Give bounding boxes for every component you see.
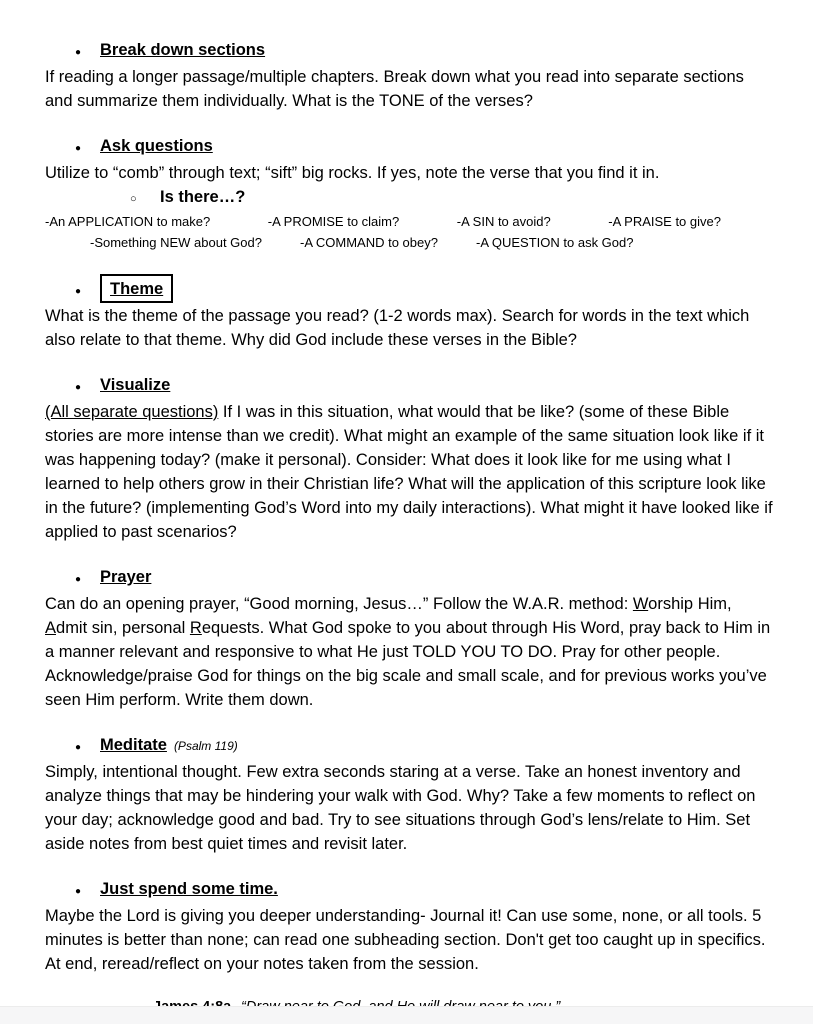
section-meditate xyxy=(45,733,773,856)
questions-row-2 xyxy=(90,232,773,253)
sub-bullet-heading-row xyxy=(45,185,773,211)
circle-bullet-icon: ○ xyxy=(130,193,137,205)
bullet-heading-row xyxy=(45,565,773,592)
question-praise: -A PRAISE to give? xyxy=(608,214,721,229)
underlined-lead: (All separate questions) xyxy=(45,403,219,421)
section-theme xyxy=(45,274,773,352)
heading-group xyxy=(100,733,238,758)
question-sin: -A SIN to avoid? xyxy=(456,214,551,229)
bullet-heading-row xyxy=(45,373,773,400)
question-application: -An APPLICATION to make? xyxy=(45,214,211,229)
question-ask-god: -A QUESTION to ask God? xyxy=(475,235,634,250)
bullet-icon: ● xyxy=(75,286,82,297)
bullet-heading-row xyxy=(45,877,773,904)
bullet-heading-row xyxy=(45,38,773,65)
bullet-icon: ● xyxy=(75,47,82,58)
body-text: dmit sin, personal xyxy=(56,619,190,637)
bullet-icon: ● xyxy=(75,886,82,897)
body-text: Can do an opening prayer, “Good morning, Jesus…” Follow the W.A.R. method: xyxy=(45,595,633,613)
war-letter-w: W xyxy=(632,595,649,613)
war-letter-r: R xyxy=(189,619,202,637)
section-body-theme: What is the theme of the passage you read? (1-2 words max). Search for words in the text which also relate to that theme. Why did God include these verses in the Bible? xyxy=(45,307,750,349)
section-heading-meditate: Meditate xyxy=(100,736,167,754)
section-heading-visualize: Visualize xyxy=(100,376,171,394)
page-bottom-edge xyxy=(0,1006,813,1024)
bullet-heading-row xyxy=(45,274,773,304)
section-prayer xyxy=(45,565,773,712)
bullet-icon: ● xyxy=(75,382,82,393)
section-heading-just-spend-some-time: Just spend some time. xyxy=(100,880,278,898)
body-text: orship Him, xyxy=(648,595,732,613)
section-body-prayer xyxy=(45,592,773,712)
bullet-icon: ● xyxy=(75,143,82,154)
section-body-ask-questions: Utilize to “comb” through text; “sift” big rocks. If yes, note the verse that you find it in. xyxy=(45,164,660,182)
heading-note-psalm: (Psalm 119) xyxy=(173,739,238,753)
bullet-heading-row xyxy=(45,733,773,760)
question-promise: -A PROMISE to claim? xyxy=(267,214,400,229)
section-heading-break-down-sections: Break down sections xyxy=(100,41,266,59)
section-just-spend-some-time xyxy=(45,877,773,976)
bullet-icon: ● xyxy=(75,742,82,753)
section-heading-prayer: Prayer xyxy=(100,568,152,586)
questions-row-1 xyxy=(45,211,721,232)
war-letter-a: A xyxy=(45,619,57,637)
section-ask-questions xyxy=(45,134,773,253)
section-body-just-spend-some-time: Maybe the Lord is giving you deeper understanding- Journal it! Can use some, none, or all tools. 5 minutes is better than none; can read one subheading section. Don't get too caught up in specifics. At end, reread/reflect on your notes taken from the session. xyxy=(45,907,766,973)
question-new-about-god: -Something NEW about God? xyxy=(90,235,262,250)
bullet-heading-row xyxy=(45,134,773,161)
section-visualize xyxy=(45,373,773,544)
section-break-down-sections xyxy=(45,38,773,113)
section-body-meditate: Simply, intentional thought. Few extra seconds staring at a verse. Take an honest inventory and analyze things that may be hindering your walk with God. Why? Take a few moments to reflect on your day; acknowledge good and bad. Try to see situations through God’s lens/relate to Him. Set aside notes from best quiet times and revisit later. xyxy=(45,763,756,853)
bullet-icon: ● xyxy=(75,574,82,585)
sub-heading-is-there: Is there…? xyxy=(160,188,246,206)
section-body-break-down-sections: If reading a longer passage/multiple chapters. Break down what you read into separate sections and summarize them individually. What is the TONE of the verses? xyxy=(45,68,744,110)
section-body-visualize xyxy=(45,400,773,544)
body-text: If I was in this situation, what would that be like? (some of these Bible stories are more intense than we credit). What might an example of the same situation look like if it was happening today? (make it personal). Consider: What does it look like for me using what I learned to help others grow in their Christian life? What will the application of this scripture look like in the future? (implementing God’s Word into my daily interactions). What might it have looked like if applied to past scenarios? xyxy=(45,403,773,541)
section-heading-theme: Theme xyxy=(100,274,173,303)
body-text: equests. What God spoke to you about through His Word, pray back to Him in a manner relevant and responsive to what He just TOLD YOU TO DO. Pray for other people. Acknowledge/praise God for things on the big scale and small scale, and for previous works you’ve seen Him perform. Write them down. xyxy=(45,619,771,709)
question-command: -A COMMAND to obey? xyxy=(299,235,438,250)
section-heading-ask-questions: Ask questions xyxy=(100,137,213,155)
